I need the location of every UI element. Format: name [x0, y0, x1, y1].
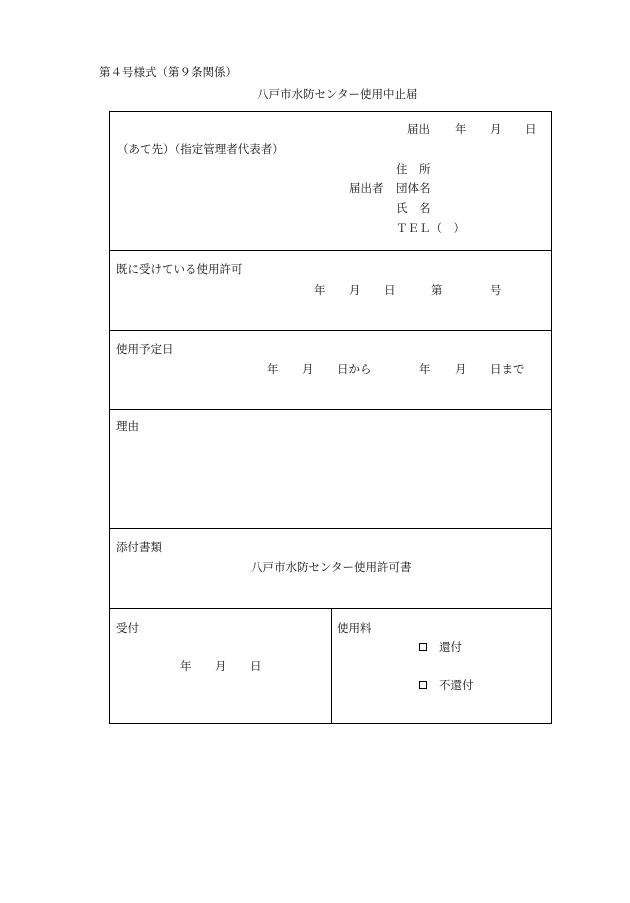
reception-month-label: 月	[215, 659, 227, 673]
reception-day-label: 日	[250, 659, 262, 673]
tel-label: ＴＥＬ（ ）	[396, 221, 465, 235]
form-table	[109, 111, 552, 724]
submission-day-label: 日	[525, 122, 537, 136]
start-year-label: 年	[267, 362, 279, 376]
scheduled-date-label: 使用予定日	[116, 342, 174, 356]
permit-number-prefix: 第	[431, 283, 443, 297]
attachments-label: 添付書類	[116, 540, 162, 554]
existing-permit-label: 既に受けている使用許可	[116, 262, 243, 276]
fee-label: 使用料	[337, 621, 372, 635]
reason-label: 理由	[116, 419, 139, 433]
no-refund-checkbox[interactable]	[419, 681, 427, 689]
row-divider-3	[110, 409, 551, 410]
addressee-label: （あて先）（指定管理者代表者）	[117, 142, 284, 156]
permit-month-label: 月	[349, 283, 361, 297]
end-year-label: 年	[419, 362, 431, 376]
form-number: 第４号様式（第９条関係）	[99, 65, 237, 79]
person-name-label: 氏 名	[396, 201, 431, 215]
refund-option	[419, 642, 462, 654]
submission-date-label: 届出	[407, 122, 430, 136]
no-refund-option	[419, 680, 474, 692]
attached-document: 八戸市水防センター使用許可書	[251, 560, 412, 574]
applicant-label: 届出者	[349, 181, 384, 195]
permit-day-label: 日	[384, 283, 396, 297]
permit-number-suffix: 号	[490, 283, 502, 297]
end-day-label: 日まで	[490, 362, 525, 376]
reception-year-label: 年	[180, 659, 192, 673]
no-refund-option-label: 不還付	[439, 678, 474, 692]
row-divider-2	[110, 330, 551, 331]
row-divider-4	[110, 528, 551, 529]
form-title: 八戸市水防センター使用中止届	[257, 87, 418, 101]
submission-month-label: 月	[490, 122, 502, 136]
reception-label: 受付	[116, 621, 139, 635]
start-day-label: 日から	[337, 362, 372, 376]
submission-year-label: 年	[455, 122, 467, 136]
address-label: 住 所	[396, 162, 431, 176]
start-month-label: 月	[302, 362, 314, 376]
permit-year-label: 年	[314, 283, 326, 297]
column-divider	[331, 608, 332, 724]
row-divider-1	[110, 250, 551, 251]
refund-checkbox[interactable]	[419, 643, 427, 651]
end-month-label: 月	[455, 362, 467, 376]
refund-option-label: 還付	[439, 640, 462, 654]
group-name-label: 団体名	[396, 181, 431, 195]
